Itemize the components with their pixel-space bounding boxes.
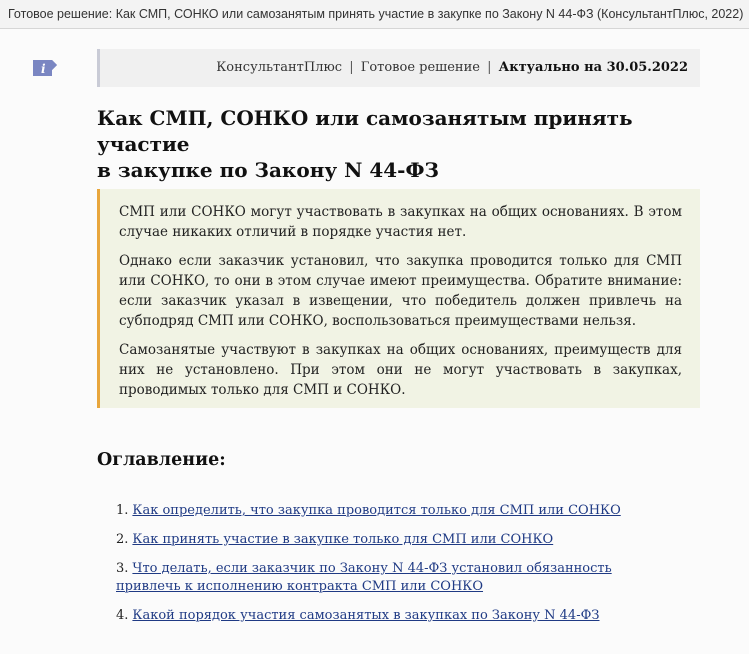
summary-paragraph: СМП или СОНКО могут участвовать в закупках на общих основаниях. В этом случае никаких отличий в порядке участия нет. <box>119 204 682 240</box>
toc-title: Оглавление: <box>97 450 226 470</box>
toc-item <box>116 502 676 520</box>
header-separator: | <box>487 60 492 75</box>
header-actual-date: Актуально на 30.05.2022 <box>498 60 688 75</box>
header-separator: | <box>349 60 354 75</box>
toc-link[interactable]: Какой порядок участия самозанятых в закупках по Закону N 44-ФЗ <box>132 608 600 623</box>
summary-paragraph: Самозанятые участвуют в закупках на общих основаниях, преимуществ для них не установлено. При этом они не могут участвовать в закупках, проводимых только для СМП и СОНКО. <box>119 342 682 398</box>
toc-item <box>116 560 676 596</box>
title-line-2: в закупке по Закону N 44-ФЗ <box>97 158 439 182</box>
toc-item-number: 2. <box>116 532 129 547</box>
toc-item-number: 4. <box>116 608 129 623</box>
header-source: КонсультантПлюс <box>216 60 343 75</box>
toc-item-number: 3. <box>116 561 129 576</box>
document-header <box>97 49 700 87</box>
window-title: Готовое решение: Как СМП, СОНКО или самозанятым принять участие в закупке по Закону N 44-ФЗ (КонсультантПлюс, 2022) <box>8 7 744 21</box>
svg-text:i: i <box>41 62 46 76</box>
toc-link[interactable]: Как определить, что закупка проводится только для СМП или СОНКО <box>132 503 621 518</box>
table-of-contents <box>116 502 676 636</box>
window-title-bar <box>0 0 749 29</box>
toc-item-number: 1. <box>116 503 129 518</box>
page-title <box>97 105 707 183</box>
toc-item <box>116 531 676 549</box>
summary-paragraph: Однако если заказчик установил, что закупка проводится только для СМП или СОНКО, то они в этом случае имеют преимущества. Обратите внимание: если заказчик указал в извещении, что победитель должен привлечь на субподряд СМП или СОНКО, воспользоваться преимуществами нельзя. <box>119 253 682 329</box>
toc-item <box>116 607 676 625</box>
toc-link[interactable]: Как принять участие в закупке только для СМП или СОНКО <box>132 532 554 547</box>
toc-link[interactable]: Что делать, если заказчик по Закону N 44-ФЗ установил обязанность привлечь к исполнению контракта СМП или СОНКО <box>116 561 612 594</box>
summary-box <box>97 189 700 408</box>
header-doc-type: Готовое решение <box>360 60 480 75</box>
info-icon[interactable] <box>30 59 58 77</box>
document-page <box>0 29 749 654</box>
title-line-1: Как СМП, СОНКО или самозанятым принять участие <box>97 106 633 156</box>
